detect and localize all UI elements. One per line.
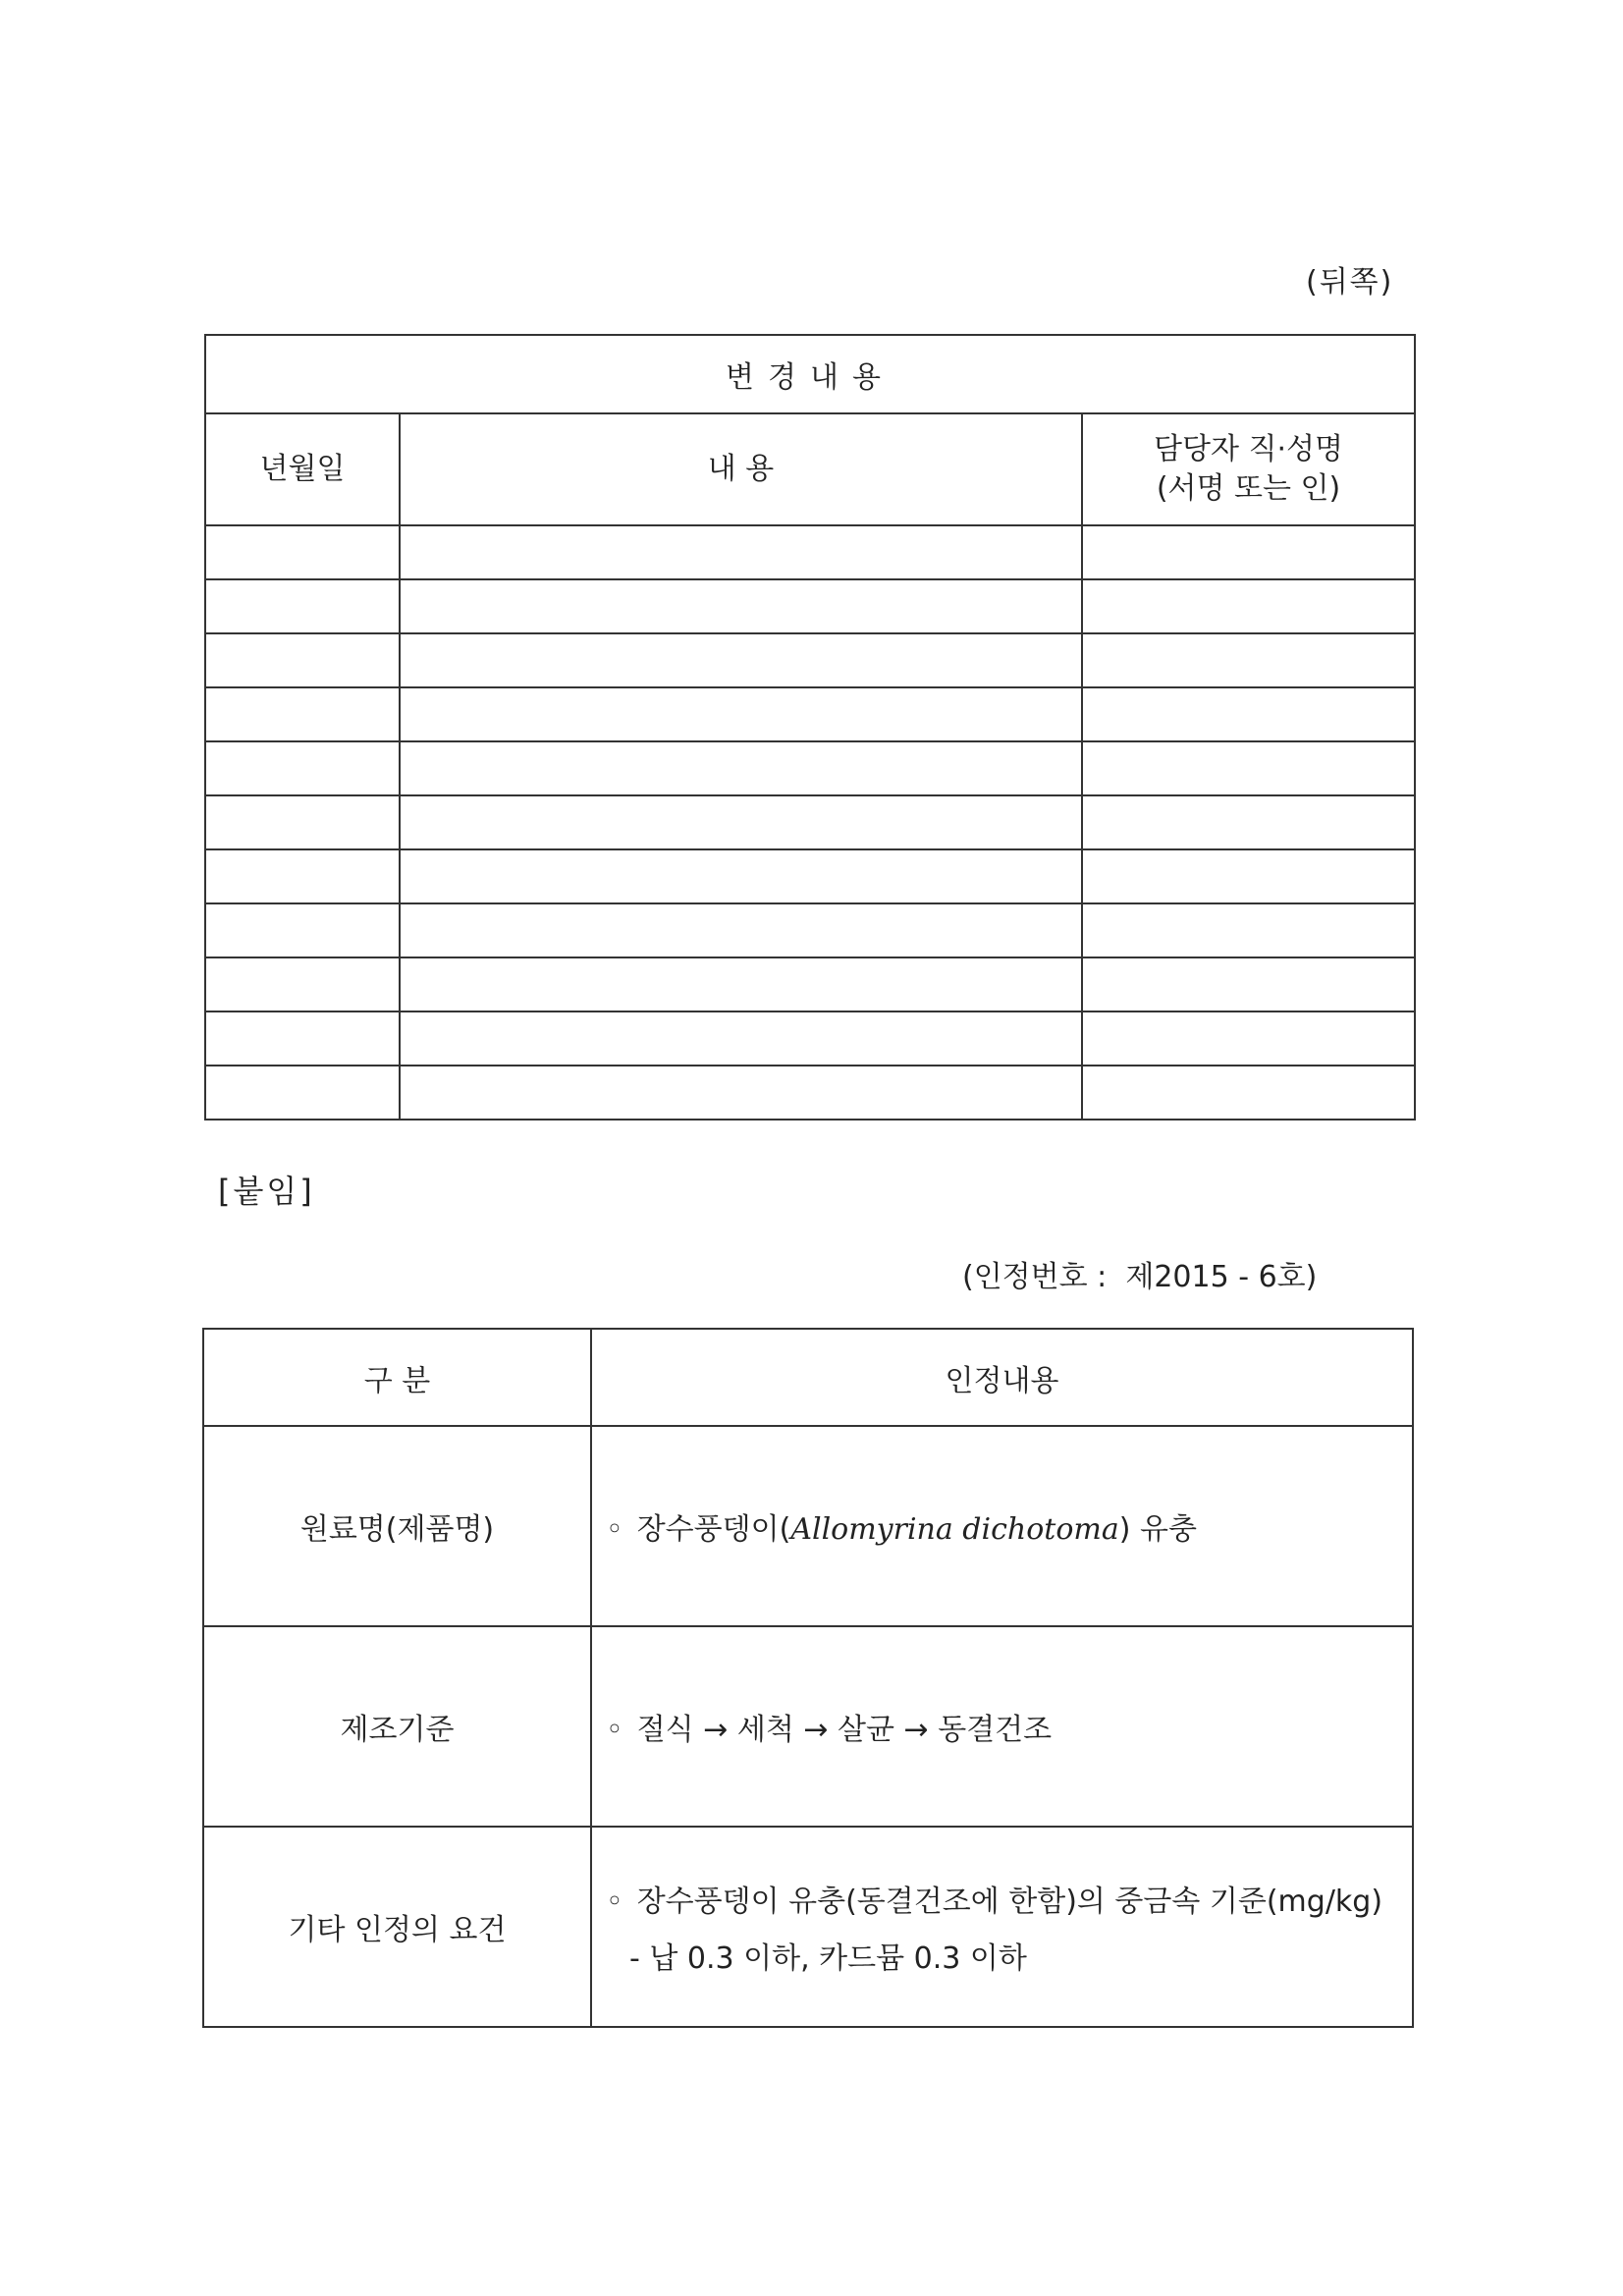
table-row [205,903,1415,957]
table-row [205,1066,1415,1120]
bullet-icon: ◦ [606,1885,623,1919]
content-cell [400,687,1082,741]
content-cell [400,741,1082,795]
table-row [205,525,1415,579]
person-cell [1082,849,1415,903]
content-cell [400,1066,1082,1120]
table-row [203,1626,1413,1827]
person-cell [1082,1066,1415,1120]
table-row [205,1011,1415,1066]
attachment-label: [붙임] [218,1173,315,1210]
page-side-label: (뒤쪽) [1306,265,1394,300]
header-person [1082,413,1415,525]
bullet-icon: ◦ [606,1713,623,1747]
heavy-metal-standard: 장수풍뎅이 유충(동결건조에 한함)의 중금속 기준(mg/kg) [636,1885,1383,1919]
content-cell [400,1011,1082,1066]
header-cert-content: 인정내용 [591,1329,1413,1426]
date-cell [205,795,400,849]
table-row [205,741,1415,795]
person-cell [1082,903,1415,957]
header-person-line1: 담당자 직·성명 [1154,431,1343,466]
table-row [203,1426,1413,1626]
header-person-line2: (서명 또는 인) [1156,471,1341,506]
header-category: 구 분 [203,1329,591,1426]
change-history-table [204,334,1416,1121]
content-cell [400,579,1082,633]
bullet-icon: ◦ [606,1512,623,1547]
certification-table [202,1328,1414,2028]
person-cell [1082,579,1415,633]
row-label-other-requirements: 기타 인정의 요건 [203,1827,591,2027]
material-prefix: 장수풍뎅이( [636,1512,791,1547]
date-cell [205,525,400,579]
heavy-metal-limits: - 납 0.3 이하, 카드뮴 0.3 이하 [629,1941,1027,1976]
header-date: 년월일 [205,413,400,525]
date-cell [205,957,400,1011]
person-cell [1082,795,1415,849]
table-row [205,957,1415,1011]
date-cell [205,849,400,903]
header-content: 내 용 [400,413,1082,525]
content-cell [400,849,1082,903]
content-cell [400,903,1082,957]
date-cell [205,1011,400,1066]
table-row [203,1827,1413,2027]
date-cell [205,687,400,741]
manufacturing-steps: 절식 → 세척 → 살균 → 동결건조 [636,1713,1053,1747]
person-cell [1082,957,1415,1011]
date-cell [205,741,400,795]
table-row [205,579,1415,633]
content-cell [400,795,1082,849]
change-table-title: 변경내용 [205,335,1415,413]
table-row [205,795,1415,849]
table-row [205,633,1415,687]
table-row [205,687,1415,741]
manufacturing-cell [591,1626,1413,1827]
content-cell [400,957,1082,1011]
person-cell [1082,633,1415,687]
person-cell [1082,687,1415,741]
requirements-cell [591,1827,1413,2027]
scientific-name: Allomyrina dichotoma [790,1512,1119,1547]
table-row [205,849,1415,903]
date-cell [205,903,400,957]
row-label-manufacturing: 제조기준 [203,1626,591,1827]
person-cell [1082,1011,1415,1066]
person-cell [1082,525,1415,579]
material-suffix: ) 유충 [1118,1512,1197,1547]
date-cell [205,1066,400,1120]
date-cell [205,633,400,687]
certification-number: (인정번호 : 제2015 - 6호) [962,1260,1318,1294]
content-cell [400,525,1082,579]
row-label-material: 원료명(제품명) [203,1426,591,1626]
person-cell [1082,741,1415,795]
content-cell [400,633,1082,687]
material-name-cell [591,1426,1413,1626]
date-cell [205,579,400,633]
